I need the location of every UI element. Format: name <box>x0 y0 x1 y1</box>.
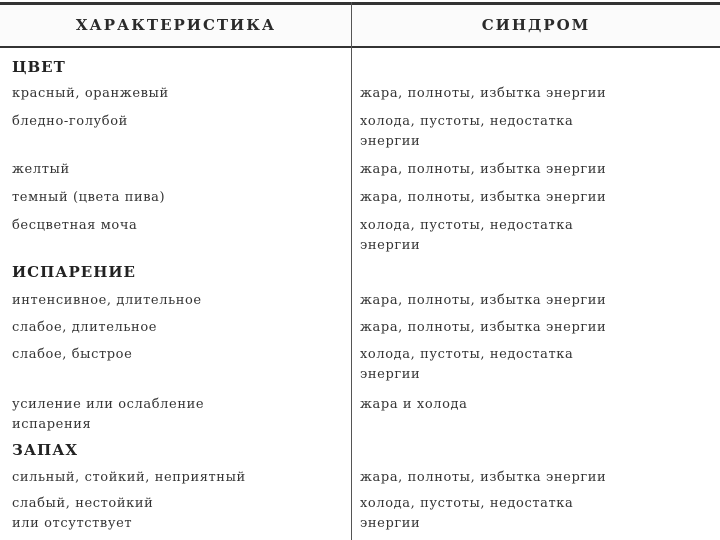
characteristic-cell: желтый <box>12 162 70 177</box>
syndrome-cell: холода, пустоты, недостатка энергии <box>360 496 574 531</box>
characteristic-cell: красный, оранжевый <box>12 86 169 101</box>
syndrome-cell: жара, полноты, избытка энергии <box>360 470 607 485</box>
characteristic-cell: бесцветная моча <box>12 218 138 233</box>
syndrome-cell: жара, полноты, избытка энергии <box>360 86 607 101</box>
syndrome-cell: жара, полноты, избытка энергии <box>360 293 607 308</box>
section-title-evaporation: ИСПАРЕНИЕ <box>12 263 136 281</box>
syndrome-cell: жара, полноты, избытка энергии <box>360 190 607 205</box>
table-header <box>0 2 720 48</box>
characteristic-cell: интенсивное, длительное <box>12 293 202 308</box>
characteristic-cell: слабое, быстрое <box>12 347 133 362</box>
column-divider <box>351 2 352 540</box>
characteristic-cell: слабое, длительное <box>12 320 158 335</box>
syndrome-cell: жара и холода <box>360 397 468 412</box>
syndrome-cell: жара, полноты, избытка энергии <box>360 320 607 335</box>
syndrome-cell: холода, пустоты, недостатка энергии <box>360 114 574 149</box>
section-title-color: ЦВЕТ <box>12 58 66 76</box>
header-syndrome: СИНДРОМ <box>481 16 591 34</box>
syndrome-cell: холода, пустоты, недостатка энергии <box>360 347 574 382</box>
syndrome-cell: жара, полноты, избытка энергии <box>360 162 607 177</box>
characteristic-cell: усиление или ослабление испарения <box>12 397 205 432</box>
characteristic-cell: темный (цвета пива) <box>12 190 166 205</box>
syndrome-cell: холода, пустоты, недостатка энергии <box>360 218 574 253</box>
header-characteristic: ХАРАКТЕРИСТИКА <box>75 16 277 34</box>
section-title-smell: ЗАПАХ <box>12 441 79 459</box>
characteristic-cell: бледно-голубой <box>12 114 128 129</box>
characteristic-cell: сильный, стойкий, неприятный <box>12 470 246 485</box>
characteristic-cell: слабый, нестойкий или отсутствует <box>12 496 154 531</box>
